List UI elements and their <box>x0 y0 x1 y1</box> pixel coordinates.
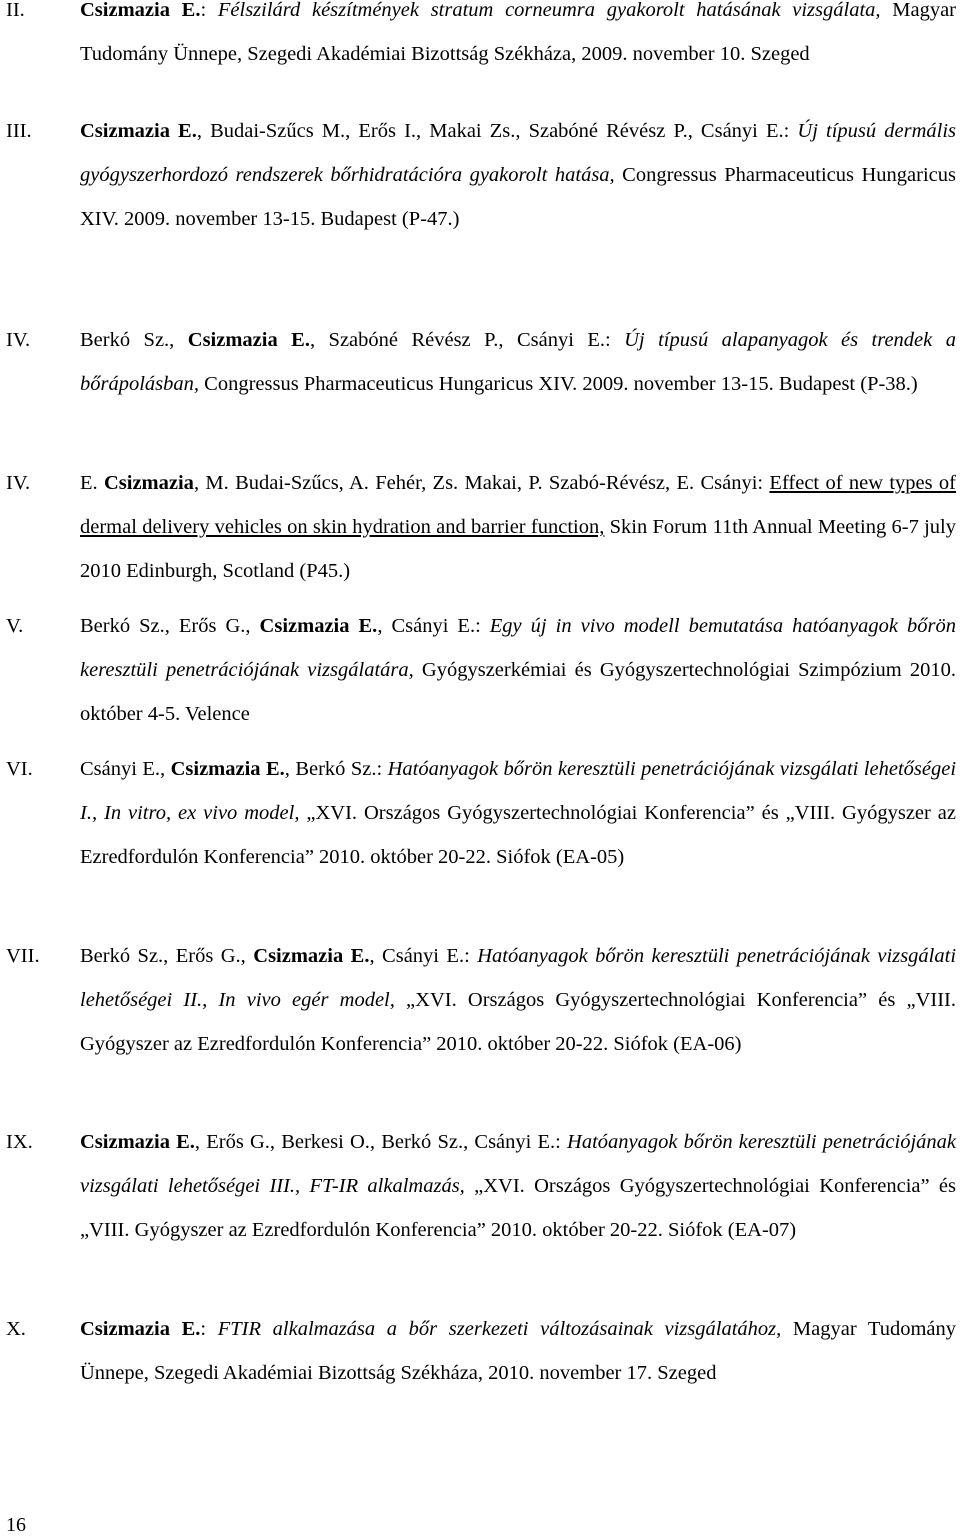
entry-text <box>80 1120 956 1252</box>
page-number: 16 <box>6 1514 26 1536</box>
author-highlight: Csizmazia E. <box>80 0 201 21</box>
text-run: Berkó Sz., Erős G., <box>80 945 254 967</box>
entry-number: IV. <box>6 329 31 351</box>
publication-title: Effect of new types of dermal delivery vehicles on skin hydration and barrier function, <box>80 472 956 538</box>
text-run: : <box>200 1318 218 1340</box>
author-highlight: Csizmazia E. <box>80 120 197 142</box>
text-run: , Erős G., Berkesi O., Berkó Sz., Csányi E.: <box>194 1131 568 1153</box>
entry-text <box>80 934 956 1066</box>
entry-number: X. <box>6 1318 26 1340</box>
text-run: , Berkó Sz.: <box>284 758 388 780</box>
text-run: , Szabóné Révész P., Csányi E.: <box>309 329 625 351</box>
publication-title: Félszilárd készítmények stratum corneumra gyakorolt hatásának vizsgálata, <box>217 0 881 21</box>
text-run: , M. Budai-Szűcs, A. Fehér, Zs. Makai, P. Szabó-Révész, E. Csányi: <box>193 472 770 494</box>
text-run: „XVI. Országos Gyógyszertechnológiai Konferencia” és „VIII. Gyógyszer az Ezredfordulón Konferencia” 2010. október 20-22. Siófok (EA-06) <box>80 989 957 1055</box>
text-run: E. <box>80 472 104 494</box>
publication-title: Új típusú alapanyagok és trendek a bőrápolásban, <box>80 329 956 395</box>
publication-title: FTIR alkalmazása a bőr szerkezeti változásainak vizsgálatához, <box>217 1318 782 1340</box>
entry-text <box>80 109 956 241</box>
author-highlight: Csizmazia E. <box>253 945 370 967</box>
author-highlight: Csizmazia E. <box>259 615 378 637</box>
text-run: Gyógyszerkémiai és Gyógyszertechnológiai Szimpózium 2010. október 4-5. Velence <box>80 659 956 725</box>
entry-text <box>80 0 956 76</box>
entry-text <box>80 1307 956 1395</box>
publication-title: Új típusú dermális gyógyszerhordozó rendszerek bőrhidratációra gyakorolt hatása, <box>80 120 956 186</box>
publication-title: Hatóanyagok bőrön keresztüli penetrációjának vizsgálati lehetőségei II., In vivo egér model, <box>80 945 957 1011</box>
text-run: Csányi E., <box>80 758 171 780</box>
entry-text <box>80 747 956 879</box>
entry-number: V. <box>6 615 24 637</box>
entry-text <box>80 461 956 593</box>
entry-text <box>80 318 956 406</box>
entry-number: IV. <box>6 472 31 494</box>
text-run: Congressus Pharmaceuticus Hungaricus XIV. 2009. november 13-15. Budapest (P-47.) <box>80 164 956 230</box>
text-run: , Csányi E.: <box>377 615 490 637</box>
entry-number: III. <box>6 120 32 142</box>
author-highlight: Csizmazia E. <box>170 758 285 780</box>
text-run: , Budai-Szűcs M., Erős I., Makai Zs., Szabóné Révész P., Csányi E.: <box>196 120 798 142</box>
text-run: Congressus Pharmaceuticus Hungaricus XIV. 2009. november 13-15. Budapest (P-38.) <box>199 373 918 395</box>
entry-number: IX. <box>6 1131 33 1153</box>
text-run: Berkó Sz., <box>80 329 188 351</box>
text-run: Magyar Tudomány Ünnepe, Szegedi Akadémiai Bizottság Székháza, 2010. november 17. Szeged <box>80 1318 957 1384</box>
author-highlight: Csizmazia E. <box>187 329 310 351</box>
entry-number: VII. <box>6 945 40 967</box>
author-highlight: Csizmazia E. <box>80 1318 201 1340</box>
publication-title: Hatóanyagok bőrön keresztüli penetrációjának vizsgálati lehetőségei III., FT-IR alkalmazás, <box>80 1131 956 1197</box>
author-highlight: Csizmazia E. <box>80 1131 195 1153</box>
publication-title: Egy új in vivo modell bemutatása hatóanyagok bőrön keresztüli penetrációjának vizsgálatára, <box>80 615 956 681</box>
text-run: Magyar Tudomány Ünnepe, Szegedi Akadémiai Bizottság Székháza, 2009. november 10. Szeged <box>80 0 957 65</box>
entry-text <box>80 604 956 736</box>
author-highlight: Csizmazia <box>103 472 194 494</box>
text-run: Berkó Sz., Erős G., <box>80 615 260 637</box>
entry-number: VI. <box>6 758 33 780</box>
publication-title: Hatóanyagok bőrön keresztüli penetrációjának vizsgálati lehetőségei I., In vitro, ex vivo model, <box>80 758 957 824</box>
text-run: „XVI. Országos Gyógyszertechnológiai Konferencia” és „VIII. Gyógyszer az Ezredfordulón Konferencia” 2010. október 20-22. Siófok (EA-07) <box>80 1175 956 1241</box>
text-run: , Csányi E.: <box>369 945 478 967</box>
text-run: „XVI. Országos Gyógyszertechnológiai Konferencia” és „VIII. Gyógyszer az Ezredfordulón Konferencia” 2010. október 20-22. Siófok (EA-05) <box>80 802 956 868</box>
entry-number: II. <box>6 0 25 21</box>
text-run: Skin Forum 11th Annual Meeting 6-7 july 2010 Edinburgh, Scotland (P45.) <box>80 516 956 582</box>
text-run: : <box>200 0 218 21</box>
